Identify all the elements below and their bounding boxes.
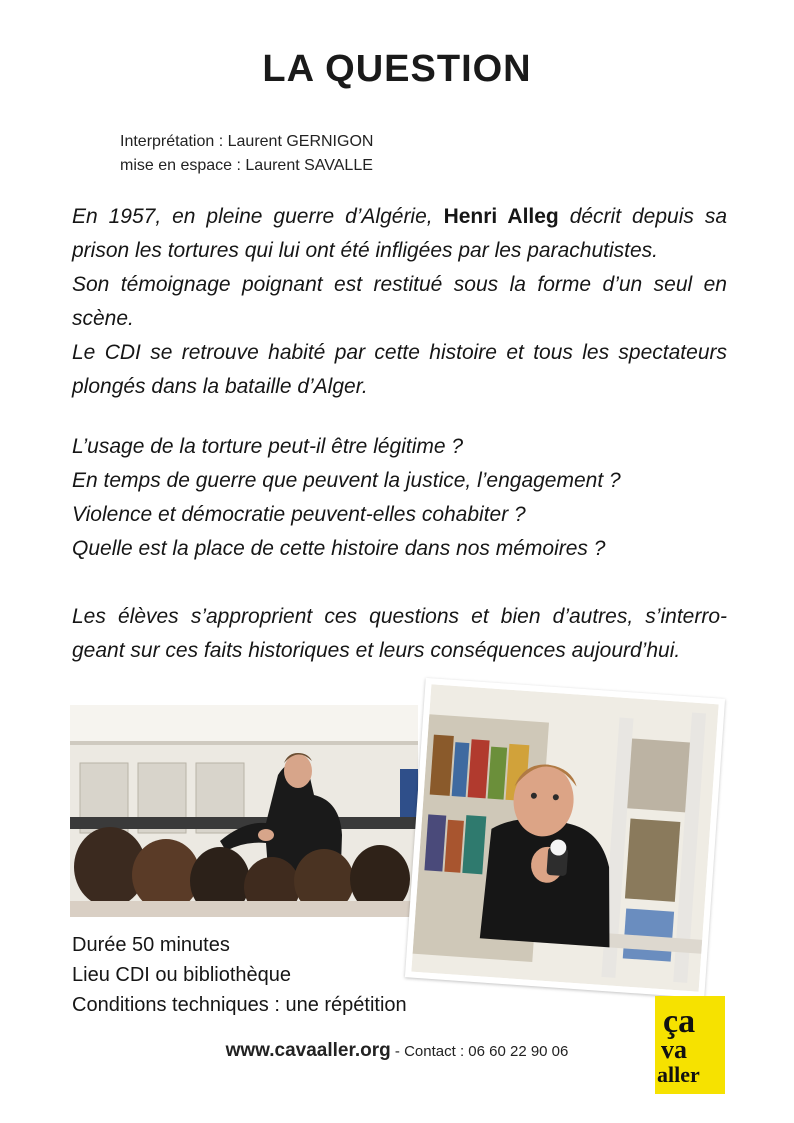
question-line: Violence et démocratie peuvent-elles cohabiter ? (72, 503, 526, 526)
library-photo-image (411, 684, 718, 991)
questions-paragraph (72, 430, 727, 566)
place-text: Lieu CDI ou bibliothèque (72, 964, 292, 986)
intro-line-6: plongés dans la bataille d’Alger. (72, 375, 368, 398)
conclusion-line-2: geant sur ces faits historiques et leurs conséquences aujourd’hui. (72, 639, 681, 662)
duration-text: Durée 50 minutes (72, 934, 230, 956)
intro-paragraph (72, 200, 727, 404)
phone-contact: Contact : 06 60 22 90 06 (404, 1043, 569, 1060)
performance-photo (70, 705, 418, 917)
intro-line-2: prison les tortures qui lui ont été infligées par les parachutistes. (72, 239, 658, 262)
svg-text:aller: aller (657, 1062, 700, 1087)
logo-mark (655, 996, 725, 1094)
intro-line-4: scène. (72, 307, 134, 330)
credit-interpretation: Interprétation : Laurent GERNIGON (120, 133, 374, 150)
intro-line-5: Le CDI se retrouve habité par cette histoire et tous les spectateurs (72, 341, 727, 364)
website-link[interactable]: www.cavaaller.org (225, 1040, 391, 1061)
performance-details (72, 930, 407, 1020)
intro-line-1: En 1957, en pleine guerre d’Algérie, Henri Alleg décrit depuis sa (72, 205, 727, 228)
svg-text:va: va (661, 1035, 687, 1064)
intro-line-3: Son témoignage poignant est restitué sous la forme d’un seul en (72, 273, 727, 296)
performance-photo-image (70, 705, 418, 917)
author-name: Henri Alleg (443, 205, 559, 228)
technical-text: Conditions techniques : une répétition (72, 994, 407, 1016)
question-line: Quelle est la place de cette histoire dans nos mémoires ? (72, 537, 606, 560)
question-line: En temps de guerre que peuvent la justice, l’engagement ? (72, 469, 621, 492)
cavaaller-logo (655, 996, 725, 1094)
page-title: LA QUESTION (262, 48, 532, 90)
credit-staging: mise en espace : Laurent SAVALLE (120, 157, 373, 174)
question-line: L’usage de la torture peut-il être légitime ? (72, 435, 464, 458)
conclusion-paragraph (72, 600, 727, 668)
conclusion-line-1: Les élèves s’approprient ces questions et bien d’autres, s’interro- (72, 605, 727, 628)
svg-text:ça: ça (663, 1003, 696, 1040)
contact-separator: - (390, 1043, 405, 1060)
credits (120, 130, 373, 178)
library-photo (405, 678, 725, 998)
